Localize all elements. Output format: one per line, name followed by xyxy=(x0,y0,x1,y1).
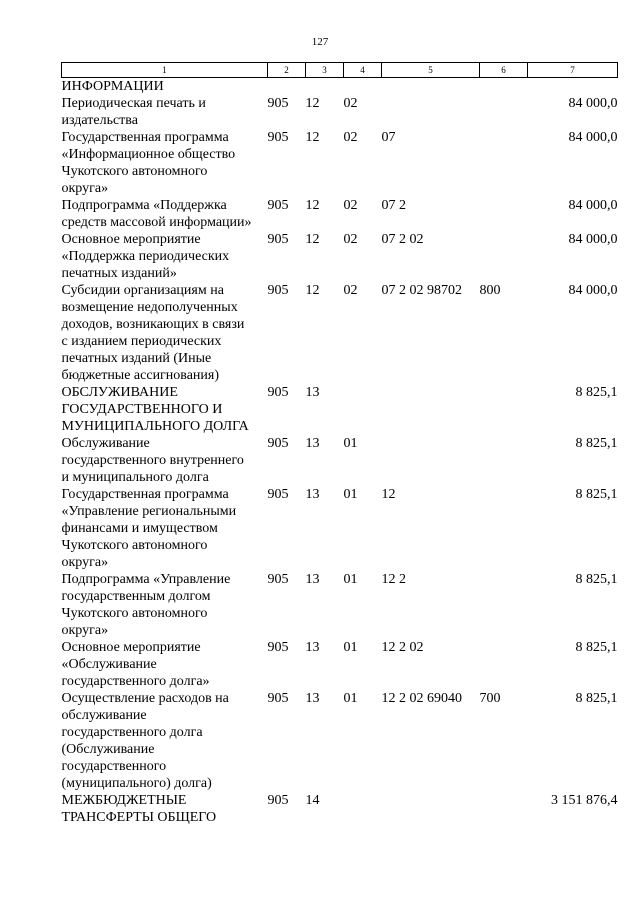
expense-type-cell xyxy=(480,197,528,231)
amount-cell: 8 825,1 xyxy=(575,572,618,587)
section-code-cell: 12 xyxy=(305,198,320,213)
target-article-cell: 12 xyxy=(381,487,396,502)
grbs-code-cell: 905 xyxy=(267,793,289,808)
expense-type-cell: 700 xyxy=(479,691,501,706)
row-name-cell: Основное мероприятие «Обслуживание государственного долга» xyxy=(61,640,210,689)
grbs-code-cell: 905 xyxy=(267,283,289,298)
section-code-cell: 13 xyxy=(305,572,320,587)
target-article-cell xyxy=(382,78,480,96)
subsection-code-cell: 02 xyxy=(343,96,358,111)
subsection-code-cell: 02 xyxy=(343,232,358,247)
section-code-cell: 13 xyxy=(305,640,320,655)
grbs-code-cell: 905 xyxy=(267,487,289,502)
amount-cell: 84 000,0 xyxy=(568,232,618,247)
amount-cell: 84 000,0 xyxy=(568,198,618,213)
target-article-cell: 12 2 xyxy=(381,572,406,587)
grbs-code-cell: 905 xyxy=(267,96,289,111)
section-code-cell: 12 xyxy=(305,283,320,298)
row-name-cell: Основное мероприятие «Поддержка периодических печатных изданий» xyxy=(61,232,230,281)
table-row xyxy=(62,197,618,231)
column-header: 4 xyxy=(344,63,382,78)
row-name-cell: Периодическая печать и издательства xyxy=(61,96,206,128)
table-row xyxy=(62,282,618,384)
amount-cell: 8 825,1 xyxy=(575,691,618,706)
table-row xyxy=(62,690,618,792)
table-row xyxy=(62,231,618,282)
expense-type-cell xyxy=(480,486,528,571)
section-code-cell xyxy=(306,78,344,96)
grbs-code-cell: 905 xyxy=(267,198,289,213)
table-row xyxy=(62,571,618,639)
subsection-code-cell: 01 xyxy=(343,691,358,706)
target-article-cell: 12 2 02 xyxy=(381,640,424,655)
budget-table xyxy=(61,62,618,826)
grbs-code-cell: 905 xyxy=(267,572,289,587)
subsection-code-cell: 02 xyxy=(343,283,358,298)
grbs-code-cell: 905 xyxy=(267,640,289,655)
row-name-cell: ОБСЛУЖИВАНИЕ ГОСУДАРСТВЕННОГО И МУНИЦИПАЛЬНОГО ДОЛГА xyxy=(61,385,249,434)
grbs-code-cell: 905 xyxy=(267,385,289,400)
expense-type-cell xyxy=(480,435,528,486)
row-name-cell: МЕЖБЮДЖЕТНЫЕ ТРАНСФЕРТЫ ОБЩЕГО xyxy=(61,793,217,825)
header-row xyxy=(62,63,618,78)
row-name-cell: Государственная программа «Управление региональными финансами и имуществом Чукотского автономного округа» xyxy=(61,487,237,570)
amount-cell: 84 000,0 xyxy=(568,130,618,145)
column-header: 5 xyxy=(382,63,480,78)
expense-type-cell xyxy=(480,639,528,690)
row-name-cell: Субсидии организациям на возмещение недополученных доходов, возникающих в связи с изданием периодических печатных изданий (Иные бюджетные ассигнования) xyxy=(61,283,245,383)
table-row xyxy=(62,384,618,435)
target-article-cell xyxy=(382,792,480,826)
subsection-code-cell: 02 xyxy=(343,130,358,145)
subsection-code-cell: 01 xyxy=(343,487,358,502)
table-row xyxy=(62,78,618,96)
grbs-code-cell: 905 xyxy=(267,232,289,247)
section-code-cell: 13 xyxy=(305,691,320,706)
section-code-cell: 13 xyxy=(305,436,320,451)
table-row xyxy=(62,95,618,129)
section-code-cell: 12 xyxy=(305,232,320,247)
table-row xyxy=(62,435,618,486)
grbs-code-cell: 905 xyxy=(267,130,289,145)
amount-cell: 84 000,0 xyxy=(568,283,618,298)
target-article-cell: 07 2 xyxy=(381,198,406,213)
column-header: 3 xyxy=(306,63,344,78)
amount-cell: 8 825,1 xyxy=(575,487,618,502)
row-name-cell: Обслуживание государственного внутреннего и муниципального долга xyxy=(61,436,244,485)
expense-type-cell xyxy=(480,792,528,826)
expense-type-cell xyxy=(480,571,528,639)
table-row xyxy=(62,639,618,690)
target-article-cell: 12 2 02 69040 xyxy=(381,691,462,706)
amount-cell: 8 825,1 xyxy=(575,385,618,400)
target-article-cell xyxy=(382,435,480,486)
subsection-code-cell: 01 xyxy=(343,436,358,451)
expense-type-cell xyxy=(480,95,528,129)
amount-cell: 8 825,1 xyxy=(575,640,618,655)
expense-type-cell xyxy=(480,78,528,96)
row-name-cell: Подпрограмма «Управление государственным долгом Чукотского автономного округа» xyxy=(61,572,231,638)
section-code-cell: 12 xyxy=(305,96,320,111)
section-code-cell: 12 xyxy=(305,130,320,145)
expense-type-cell xyxy=(480,384,528,435)
table-row xyxy=(62,129,618,197)
grbs-code-cell: 905 xyxy=(267,691,289,706)
expense-type-cell xyxy=(480,231,528,282)
amount-cell: 84 000,0 xyxy=(568,96,618,111)
target-article-cell: 07 xyxy=(381,130,396,145)
section-code-cell: 13 xyxy=(305,487,320,502)
target-article-cell: 07 2 02 98702 xyxy=(381,283,462,298)
table-row xyxy=(62,486,618,571)
page-number: 127 xyxy=(311,36,329,48)
subsection-code-cell: 02 xyxy=(343,198,358,213)
column-header: 1 xyxy=(62,63,268,78)
subsection-code-cell xyxy=(344,384,382,435)
row-name-cell: ИНФОРМАЦИИ xyxy=(61,79,164,94)
column-header: 6 xyxy=(480,63,528,78)
column-header: 7 xyxy=(528,63,618,78)
target-article-cell xyxy=(382,95,480,129)
amount-cell: 3 151 876,4 xyxy=(551,793,618,808)
section-code-cell: 13 xyxy=(305,385,320,400)
target-article-cell: 07 2 02 xyxy=(381,232,424,247)
amount-cell xyxy=(528,78,618,96)
expense-type-cell: 800 xyxy=(479,283,501,298)
expense-type-cell xyxy=(480,129,528,197)
subsection-code-cell: 01 xyxy=(343,572,358,587)
row-name-cell: Осуществление расходов на обслуживание государственного долга (Обслуживание государственного (муниципального) долга) xyxy=(61,691,229,791)
row-name-cell: Подпрограмма «Поддержка средств массовой информации» xyxy=(61,198,252,230)
grbs-code-cell xyxy=(268,78,306,96)
table-row xyxy=(62,792,618,826)
subsection-code-cell xyxy=(344,792,382,826)
row-name-cell: Государственная программа «Информационное общество Чукотского автономного округа» xyxy=(61,130,236,196)
column-header: 2 xyxy=(268,63,306,78)
subsection-code-cell: 01 xyxy=(343,640,358,655)
subsection-code-cell xyxy=(344,78,382,96)
target-article-cell xyxy=(382,384,480,435)
amount-cell: 8 825,1 xyxy=(575,436,618,451)
section-code-cell: 14 xyxy=(305,793,320,808)
grbs-code-cell: 905 xyxy=(267,436,289,451)
